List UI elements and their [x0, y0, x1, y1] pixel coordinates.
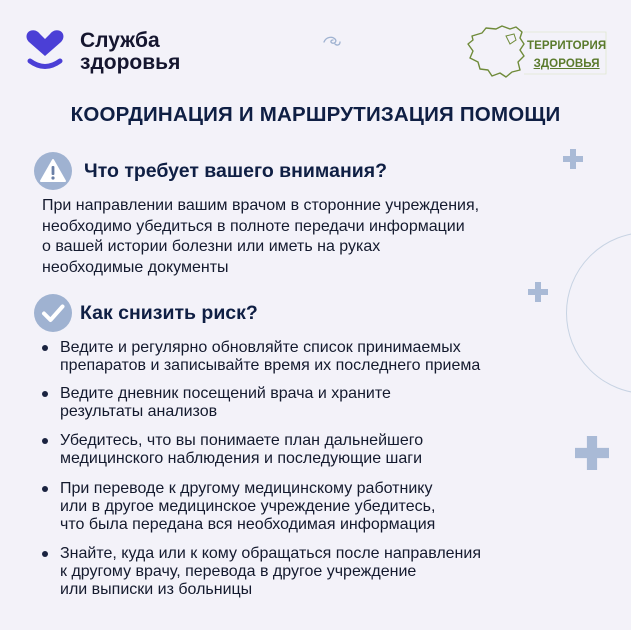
text-line: необходимо убедиться в полноте передачи информации: [42, 217, 465, 235]
bullet-dot: [42, 486, 48, 492]
list-item-line: При переводе к другому медицинскому работнику: [60, 480, 433, 497]
bullet-dot: [42, 345, 48, 351]
checkmark-icon: [34, 294, 72, 332]
bullet-dot: [42, 551, 48, 557]
list-item-line: Ведите дневник посещений врача и храните: [60, 385, 391, 402]
brand-name: [80, 30, 180, 74]
list-item-line: Ведите и регулярно обновляйте список принимаемых: [60, 339, 461, 356]
page-title: КООРДИНАЦИЯ И МАРШРУТИЗАЦИЯ ПОМОЩИ: [70, 103, 561, 126]
heart-logo-icon: [24, 28, 66, 74]
list-item-line: Знайте, куда или к кому обращаться после направления: [60, 545, 481, 562]
list-item-line: или в другое медицинское учреждение убедитесь,: [60, 497, 436, 515]
warning-icon: [34, 152, 72, 190]
plus-icon: [563, 149, 583, 169]
section-heading-attention: Что требует вашего внимания?: [84, 160, 387, 182]
partner-logo-text: [527, 37, 606, 73]
plus-icon: [528, 282, 548, 302]
bullet-dot: [42, 391, 48, 397]
section-heading-risk: Как снизить риск?: [80, 302, 258, 324]
list-item-line: или выписки из больницы: [60, 580, 253, 598]
list-item-line: результаты анализов: [60, 402, 218, 420]
header: [0, 0, 631, 90]
list-item-line: к другому врачу, перевода в другое учреждение: [60, 562, 417, 580]
list-item-line: Убедитесь, что вы понимаете план дальнейшего: [60, 432, 424, 449]
list-item-line: медицинского наблюдения и последующие шаги: [60, 449, 423, 467]
partner-line-2: ЗДОРОВЬЯ: [533, 58, 600, 70]
swirl-icon: [322, 34, 342, 50]
partner-line-1: ТЕРРИТОРИЯ: [527, 40, 607, 52]
brand-line-2: здоровья: [80, 51, 181, 74]
text-line: о вашей истории болезни или иметь на руках: [42, 238, 381, 255]
section-text-attention: [42, 196, 602, 278]
text-line: необходимые документы: [42, 258, 229, 276]
list-item-line: препаратов и записывайте время их последнего приема: [60, 356, 481, 374]
text-line: При направлении вашим врачом в сторонние учреждения,: [42, 197, 480, 214]
bullet-dot: [42, 438, 48, 444]
brand-line-1: Служба: [80, 29, 160, 52]
list-item-line: что была передана вся необходимая информация: [60, 515, 436, 533]
